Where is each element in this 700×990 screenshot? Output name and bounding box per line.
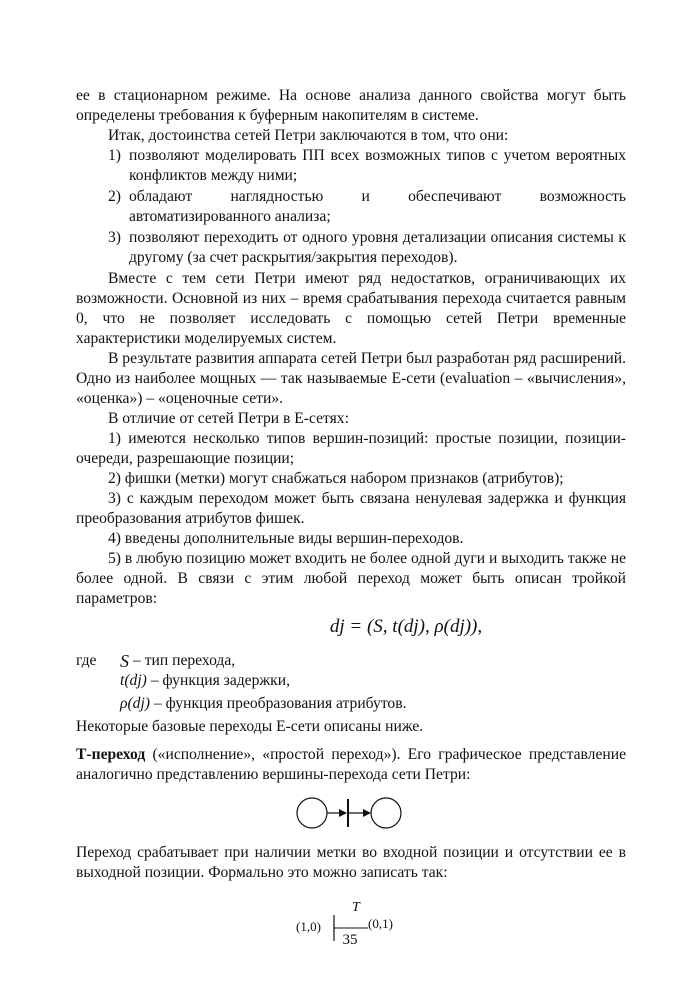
output-marking-label: (0,1) (368, 916, 393, 931)
list-number: 2) (108, 188, 121, 205)
list-number: 1) (108, 147, 121, 164)
input-marking-label: (1,0) (296, 919, 321, 934)
list-item (108, 187, 626, 227)
paragraph: 3) с каждым переходом может быть связана ненулевая задержка и функция преобразования атрибутов фишек. (76, 490, 626, 527)
t-transition-text: («исполнение», «простой переход»). Его графическое представление аналогично представлению вершины-перехода сети Петри: (76, 746, 626, 783)
page-body (76, 86, 626, 947)
formula: dj = (S, t(dj), ρ(dj)), (329, 616, 483, 637)
input-place-circle (297, 798, 327, 828)
where-label: где (76, 652, 97, 669)
transition-label-t: T (352, 900, 360, 915)
paragraph-t-transition (76, 745, 626, 785)
arrow-head-icon (339, 809, 347, 817)
list-text: обладают наглядностью и обеспечивают возможность автоматизированного анализа; (129, 188, 626, 225)
list-item (108, 146, 626, 186)
term-t-transition: Т-переход (76, 746, 146, 763)
paragraph: 1) имеются несколько типов вершин-позиций: простые позиции, позиции-очереди, разрешающие позиции; (76, 430, 626, 467)
paragraph: Переход срабатывает при наличии метки во входной позиции и отсутствии ее в выходной позиции. Формально это можно записать так: (76, 844, 626, 881)
list-item (108, 228, 626, 268)
definition-text: – функция преобразования атрибутов. (153, 695, 407, 712)
paragraph: 5) в любую позицию может входить не более одной дуги и выходить также не более одной. В связи с этим любой переход может быть описан тройкой параметров: (76, 550, 626, 607)
symbol-t: t(dj) (120, 672, 147, 689)
advantages-list (108, 146, 626, 268)
t-transition-diagram (295, 793, 407, 833)
paragraph: ее в стационарном режиме. На основе анализа данного свойства могут быть определены требования к буферным накопителям в системе. (76, 87, 626, 124)
paragraph: В отличие от сетей Петри в Е-сетях: (108, 410, 349, 427)
list-text: позволяют моделировать ПП всех возможных типов с учетом вероятных конфликтов между ними; (129, 147, 626, 184)
definition-s (76, 651, 626, 671)
list-text: позволяют переходить от одного уровня детализации описания системы к другому (за счет раскрытия/закрытия переходов). (129, 229, 626, 266)
paragraph: Итак, достоинства сетей Петри заключаются в том, что они: (108, 127, 509, 144)
symbol-s: S (120, 651, 129, 671)
paragraph: 2) фишки (метки) могут снабжаться набором признаков (атрибутов); (108, 470, 564, 487)
paragraph: 4) введены дополнительные виды вершин-переходов. (108, 530, 464, 547)
arrow-head-icon (363, 809, 371, 817)
symbol-rho: ρ(dj) (120, 695, 150, 712)
definition-t (120, 671, 626, 691)
page-number: 35 (342, 932, 358, 948)
definition-rho (120, 694, 626, 714)
paragraph: Вместе с тем сети Петри имеют ряд недостатков, ограничивающих их возможности. Основной из них – время срабатывания перехода считается равным 0, что не позволяет исследовать с помощью сетей Петри временные характеристики моделируемых систем. (76, 270, 626, 347)
output-place-circle (371, 798, 401, 828)
definition-text: – функция задержки, (150, 672, 290, 689)
paragraph: В результате развития аппарата сетей Петри был разработан ряд расширений. Одно из наиболее мощных — так называемые Е-сети (evaluation – «вычисления», «оценка») – «оценочные сети». (76, 350, 626, 407)
definition-text: – тип перехода, (133, 652, 236, 669)
paragraph: Некоторые базовые переходы Е-сети описаны ниже. (76, 718, 424, 735)
list-number: 3) (108, 229, 121, 246)
